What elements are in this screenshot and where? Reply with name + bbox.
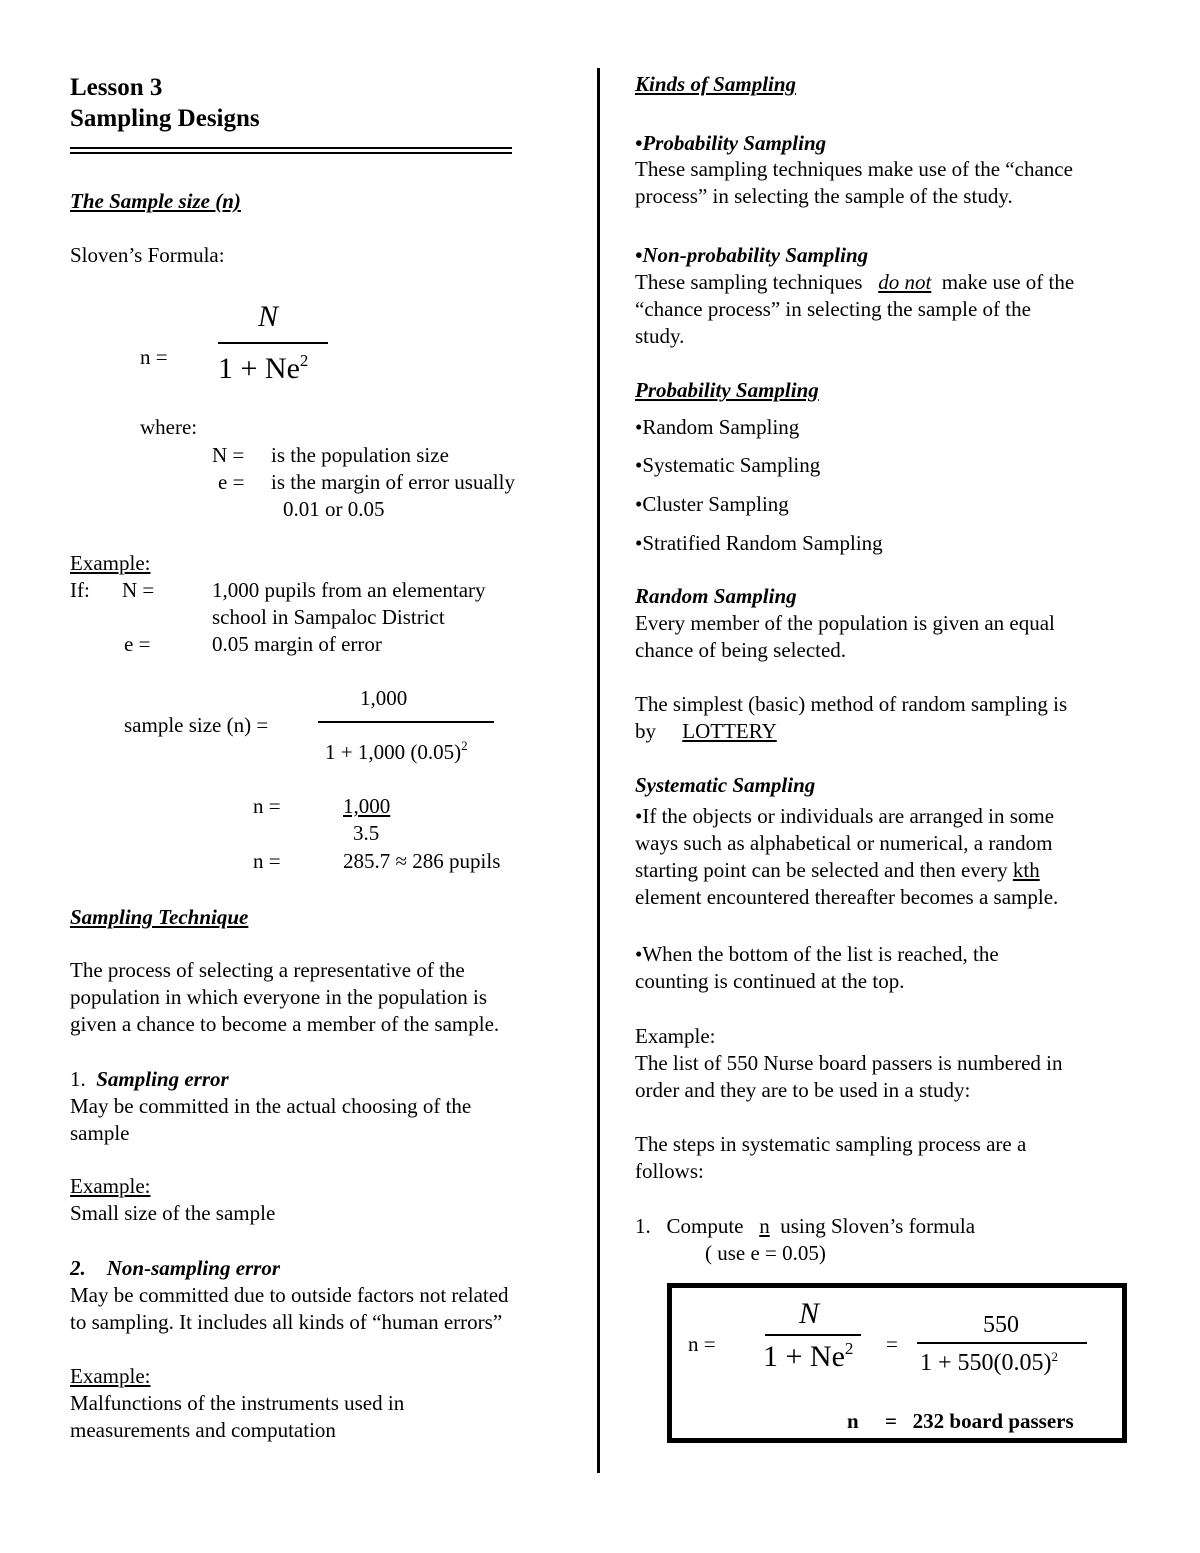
box-numerator: N <box>799 1297 820 1330</box>
calc-denominator: 1 + 1,000 $(0.05)^2$ <box>325 738 468 764</box>
bullet-icon: • <box>635 531 643 555</box>
steps-text-1: The steps in systematic sampling process are a <box>635 1132 1027 1156</box>
example-if: If: <box>70 578 90 602</box>
example-n-value-cont: school in Sampaloc District <box>212 605 445 629</box>
steps-text-2: follows: <box>635 1159 704 1183</box>
right-example-text-2: order and they are to be used in a study: <box>635 1078 971 1102</box>
systematic-sampling-title: Systematic Sampling <box>635 773 816 797</box>
sampling-technique-heading: Sampling Technique <box>70 905 249 929</box>
slovens-formula-label: Sloven’s Formula: <box>70 243 225 267</box>
def-n-symbol: N = <box>212 443 245 467</box>
list-item: •Cluster Sampling <box>635 492 789 516</box>
box-numerator-value: 550 <box>983 1312 1019 1338</box>
box-denominator: $1 + Ne^2$ <box>763 1339 854 1373</box>
non-sampling-error-example-label: Example: <box>70 1364 151 1388</box>
systematic-text-6: counting is continued at the top. <box>635 969 905 993</box>
sample-size-heading: The Sample size (n) <box>70 189 241 213</box>
calc-n-equals-2: n = <box>253 849 281 873</box>
title-rule-top <box>70 147 512 149</box>
lesson-number: Lesson 3 <box>70 74 163 101</box>
lottery-line: by LOTTERY <box>635 719 777 743</box>
example-e-symbol: e = <box>124 632 151 656</box>
technique-text-line-1: The process of selecting a representative of the <box>70 958 465 982</box>
systematic-text-4: element encountered thereafter becomes a sample. <box>635 885 1059 909</box>
calc-numerator: 1,000 <box>360 686 408 710</box>
box-result: n = 232 board passers <box>847 1409 1074 1433</box>
technique-text-line-3: given a chance to become a member of the sample. <box>70 1012 500 1036</box>
non-sampling-error-example-text-1: Malfunctions of the instruments used in <box>70 1391 405 1415</box>
probability-sampling-title: •Probability Sampling <box>635 131 827 155</box>
formula-denominator: $1 + Ne^2$ <box>218 351 309 385</box>
simplest-method-text: The simplest (basic) method of random sampling is <box>635 692 1068 716</box>
non-probability-text-3: study. <box>635 324 685 348</box>
formula-numerator: N <box>258 300 279 333</box>
random-sampling-text-2: chance of being selected. <box>635 638 847 662</box>
list-item: •Stratified Random Sampling <box>635 531 883 555</box>
bullet-icon: • <box>635 415 643 439</box>
probability-sampling-heading: Probability Sampling <box>635 378 819 402</box>
sampling-error-example-text: Small size of the sample <box>70 1201 276 1225</box>
def-e-symbol: e = <box>218 470 245 494</box>
calc-result: 285.7 ≈ 286 pupils <box>343 849 501 873</box>
non-probability-text-2: “chance process” in selecting the sample of the <box>635 297 1031 321</box>
bullet-icon: • <box>635 453 643 477</box>
bullet-icon: • <box>635 243 643 267</box>
where-label: where: <box>140 415 198 439</box>
page-title: Sampling Designs <box>70 105 260 132</box>
random-sampling-text-1: Every member of the population is given an equal <box>635 611 1055 635</box>
systematic-text-3: starting point can be selected and then every kth <box>635 858 1040 882</box>
non-sampling-error-text-2: to sampling. It includes all kinds of “human errors” <box>70 1310 503 1334</box>
list-item: •Systematic Sampling <box>635 453 821 477</box>
sample-size-label: sample size (n) = <box>124 713 269 737</box>
step-1: 1. Compute n using Sloven’s formula <box>635 1214 976 1238</box>
box-n-equals: n = <box>688 1332 716 1356</box>
step-1-note: ( use e = 0.05) <box>705 1241 826 1265</box>
bullet-icon: • <box>635 804 643 828</box>
systematic-text-5: •When the bottom of the list is reached, the <box>635 942 999 966</box>
box-equals: = <box>886 1332 898 1356</box>
non-probability-text-1: These sampling techniques do not make use of the <box>635 270 1075 294</box>
non-sampling-error-heading: 2. Non-sampling error <box>70 1256 281 1280</box>
def-e-values: 0.01 or 0.05 <box>283 497 385 521</box>
systematic-text-2: ways such as alphabetical or numerical, a random <box>635 831 1053 855</box>
bullet-icon: • <box>635 942 643 966</box>
right-example-text-1: The list of 550 Nurse board passers is numbered in <box>635 1051 1063 1075</box>
probability-text-2: process” in selecting the sample of the study. <box>635 184 1013 208</box>
bullet-icon: • <box>635 131 643 155</box>
sampling-error-text-2: sample <box>70 1121 130 1145</box>
calc-fraction-bar <box>318 721 494 723</box>
box-fraction-bar <box>765 1334 861 1336</box>
sampling-error-example-label: Example: <box>70 1174 151 1198</box>
systematic-text-1: •If the objects or individuals are arranged in some <box>635 804 1055 828</box>
calc-step-denominator: 3.5 <box>353 821 380 845</box>
example-n-value: 1,000 pupils from an elementary <box>212 578 486 602</box>
calc-n-equals-1: n = <box>253 794 281 818</box>
formula-n-equals: n = <box>140 345 168 369</box>
list-item: •Random Sampling <box>635 415 800 439</box>
non-sampling-error-example-text-2: measurements and computation <box>70 1418 336 1442</box>
bullet-icon: • <box>635 492 643 516</box>
box-denominator-value: $1 + 550(0.05)^2$ <box>920 1349 1059 1376</box>
kinds-of-sampling-heading: Kinds of Sampling <box>635 72 797 96</box>
random-sampling-title: Random Sampling <box>635 584 797 608</box>
def-e-text: is the margin of error usually <box>271 470 515 494</box>
title-rule-bottom <box>70 152 512 154</box>
calc-step-numerator: 1,000 <box>343 794 391 818</box>
technique-text-line-2: population in which everyone in the population is <box>70 985 488 1009</box>
sampling-error-heading: 1. Sampling error <box>70 1067 229 1091</box>
non-sampling-error-text-1: May be committed due to outside factors not related <box>70 1283 509 1307</box>
right-example-label: Example: <box>635 1024 716 1048</box>
sampling-error-text-1: May be committed in the actual choosing of the <box>70 1094 472 1118</box>
non-probability-sampling-title: •Non-probability Sampling <box>635 243 869 267</box>
formula-fraction-bar <box>218 342 328 344</box>
def-n-text: is the population size <box>271 443 449 467</box>
box-value-fraction-bar <box>917 1342 1087 1344</box>
probability-text-1: These sampling techniques make use of the “chance <box>635 157 1073 181</box>
example-e-value: 0.05 margin of error <box>212 632 382 656</box>
example-label: Example: <box>70 551 151 575</box>
column-divider <box>597 68 600 1473</box>
example-n-symbol: N = <box>122 578 155 602</box>
